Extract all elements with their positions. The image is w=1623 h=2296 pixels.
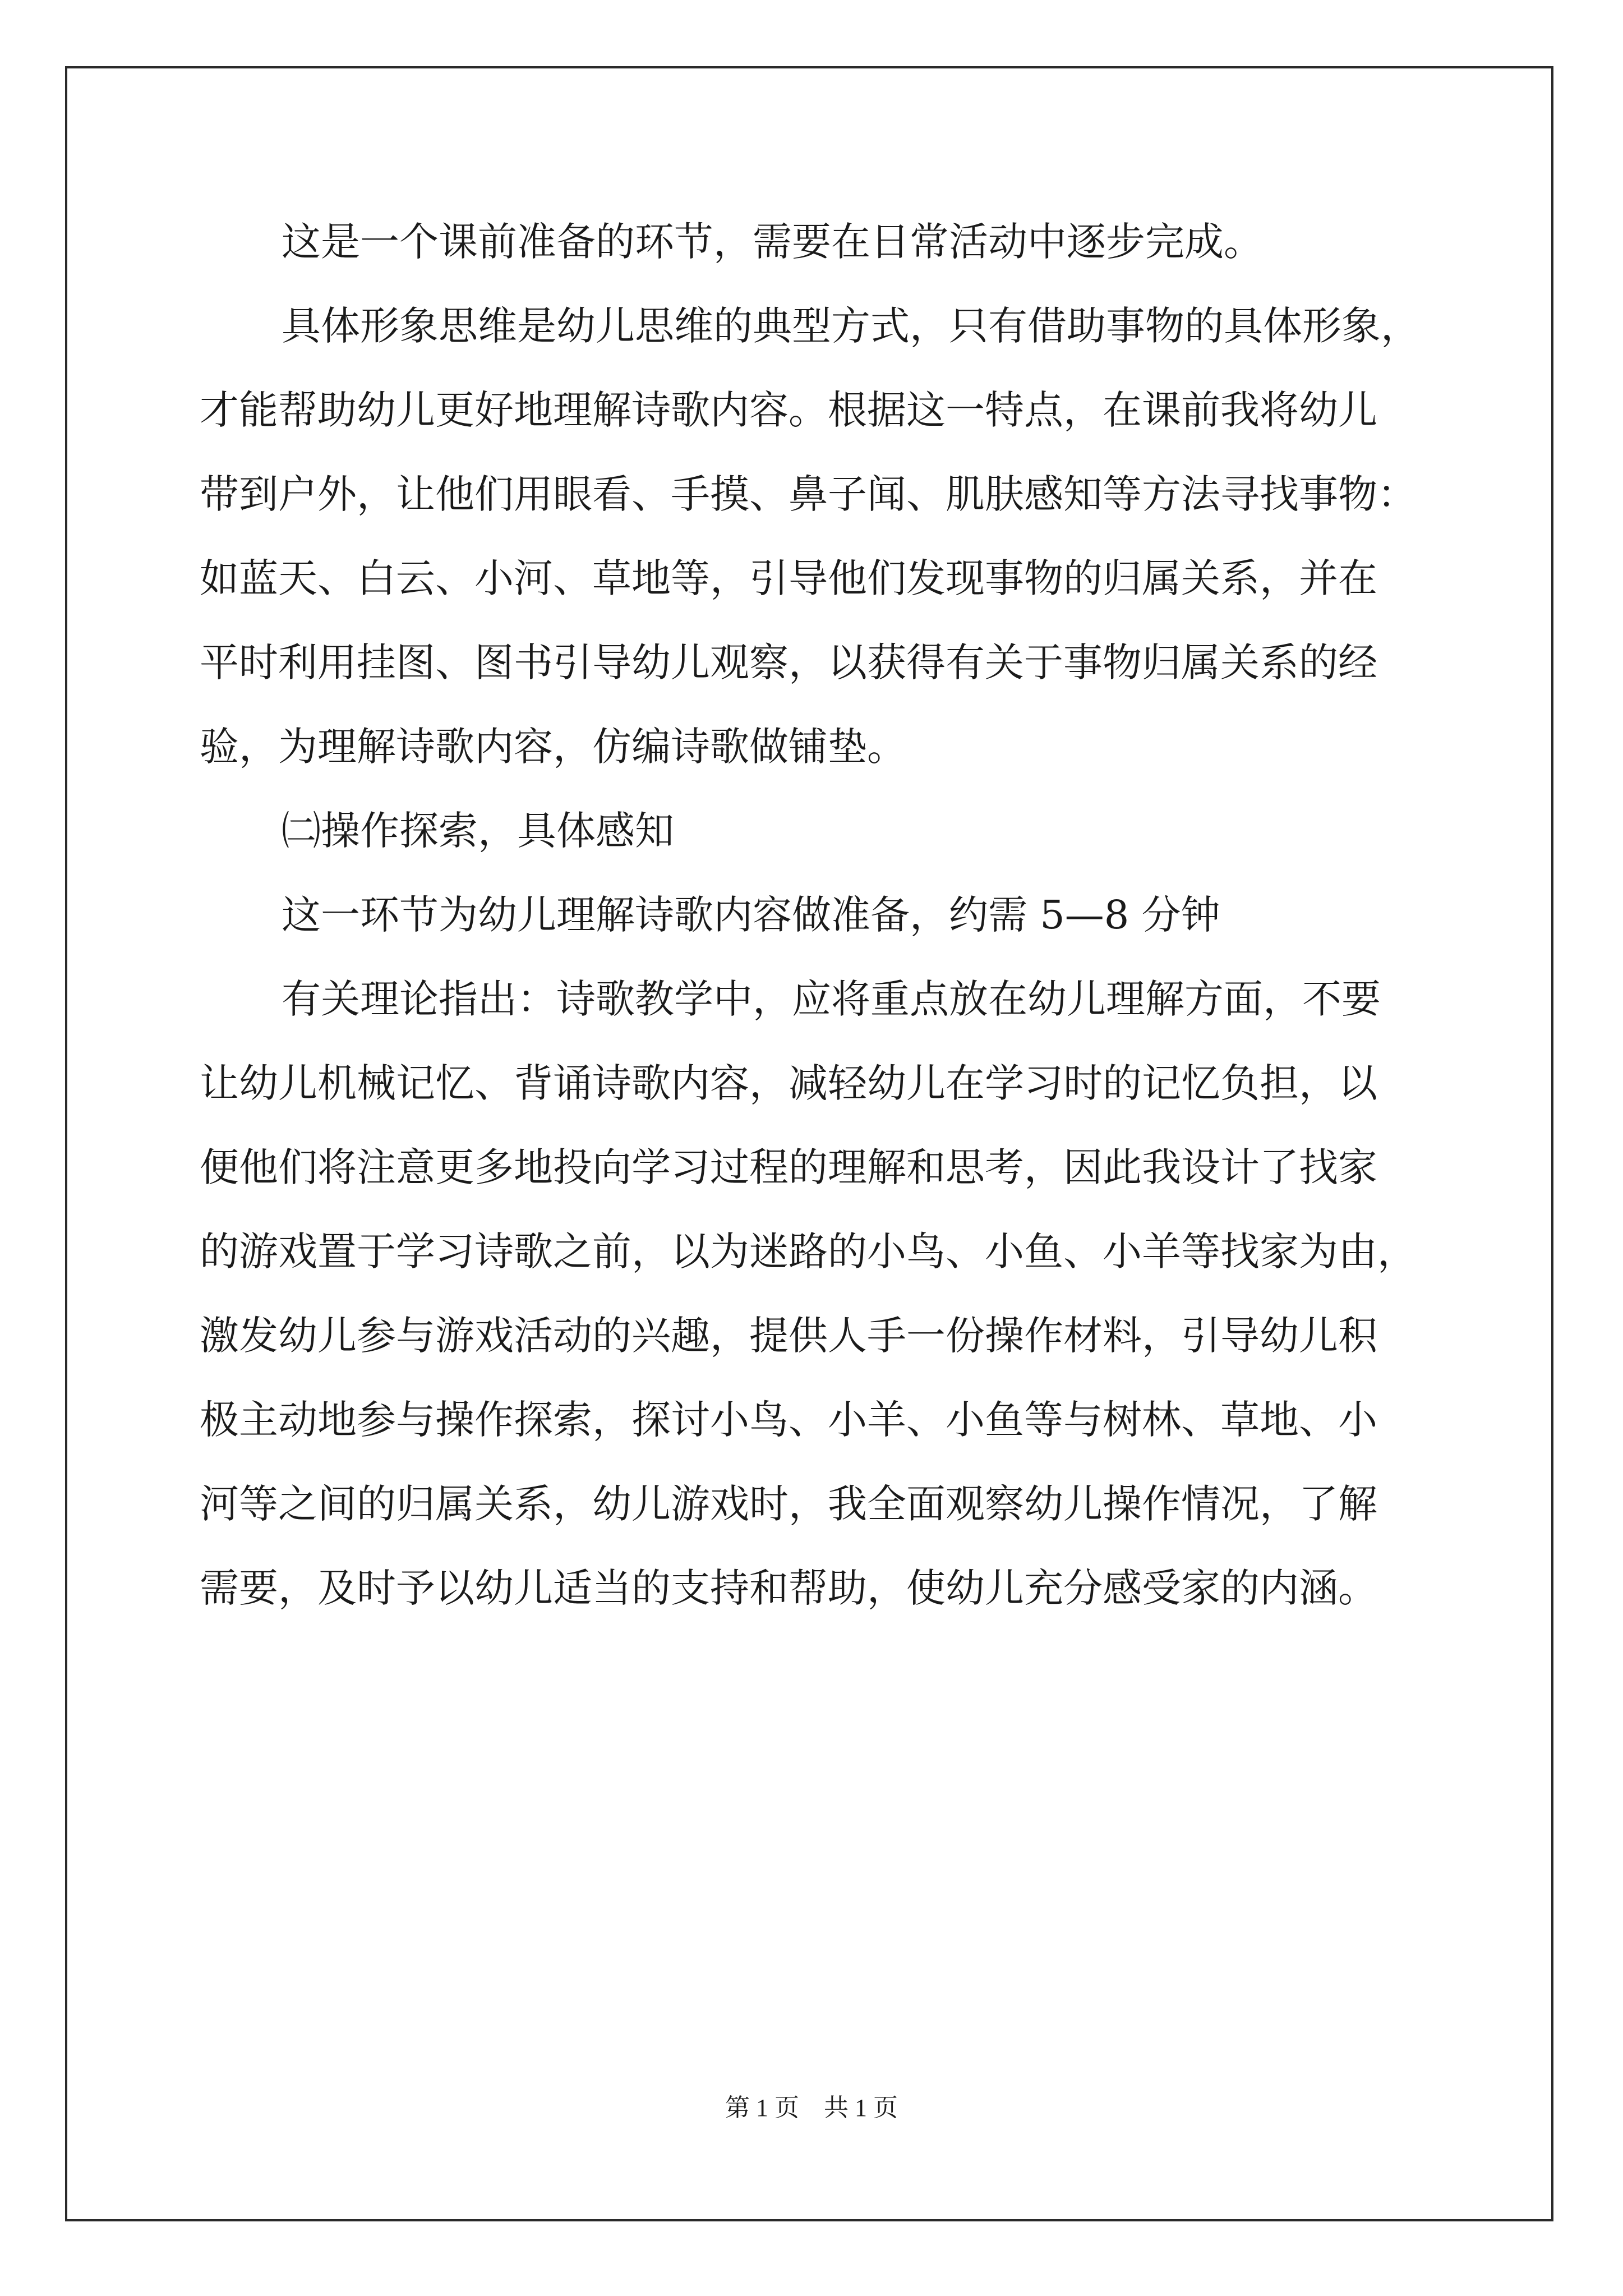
paragraph-2-line-4: 如蓝天、白云、小河、草地等，引导他们发现事物的归属关系，并在	[200, 555, 1377, 601]
section-heading: ㈡操作探索，具体感知	[282, 808, 674, 854]
paragraph-5-line-7: 河等之间的归属关系，幼儿游戏时，我全面观察幼儿操作情况，了解	[200, 1481, 1377, 1527]
paragraph-2-line-3: 带到户外，让他们用眼看、手摸、鼻子闻、肌肤感知等方法寻找事物：	[200, 471, 1417, 517]
page-number: 第 1 页	[725, 2094, 799, 2122]
paragraph-2-line-6: 验，为理解诗歌内容，仿编诗歌做铺垫。	[200, 724, 906, 770]
paragraph-5-line-2: 让幼儿机械记忆、背诵诗歌内容，减轻幼儿在学习时的记忆负担，以	[200, 1060, 1377, 1106]
paragraph-1-line-1: 这是一个课前准备的环节，需要在日常活动中逐步完成。	[282, 219, 1263, 265]
paragraph-2-line-2: 才能帮助幼儿更好地理解诗歌内容。根据这一特点，在课前我将幼儿	[200, 387, 1377, 433]
paragraph-5-line-1: 有关理论指出：诗歌教学中，应将重点放在幼儿理解方面，不要	[282, 976, 1381, 1022]
paragraph-2-line-1: 具体形象思维是幼儿思维的典型方式，只有借助事物的具体形象，	[282, 303, 1420, 349]
paragraph-5-line-4: 的游戏置于学习诗歌之前，以为迷路的小鸟、小鱼、小羊等找家为由，	[200, 1228, 1417, 1274]
paragraph-2-line-5: 平时利用挂图、图书引导幼儿观察，以获得有关于事物归属关系的经	[200, 639, 1377, 685]
paragraph-5-line-3: 便他们将注意更多地投向学习过程的理解和思考，因此我设计了找家	[200, 1144, 1377, 1190]
page-total: 共 1 页	[824, 2094, 898, 2122]
paragraph-5-line-5: 激发幼儿参与游戏活动的兴趣，提供人手一份操作材料，引导幼儿积	[200, 1313, 1377, 1359]
paragraph-4-line-1: 这一环节为幼儿理解诗歌内容做准备，约需 5—8 分钟	[282, 892, 1220, 938]
page-footer	[0, 2091, 1623, 2125]
paragraph-5-line-6: 极主动地参与操作探索，探讨小鸟、小羊、小鱼等与树林、草地、小	[200, 1397, 1377, 1443]
paragraph-5-line-8: 需要，及时予以幼儿适当的支持和帮助，使幼儿充分感受家的内涵。	[200, 1565, 1377, 1611]
